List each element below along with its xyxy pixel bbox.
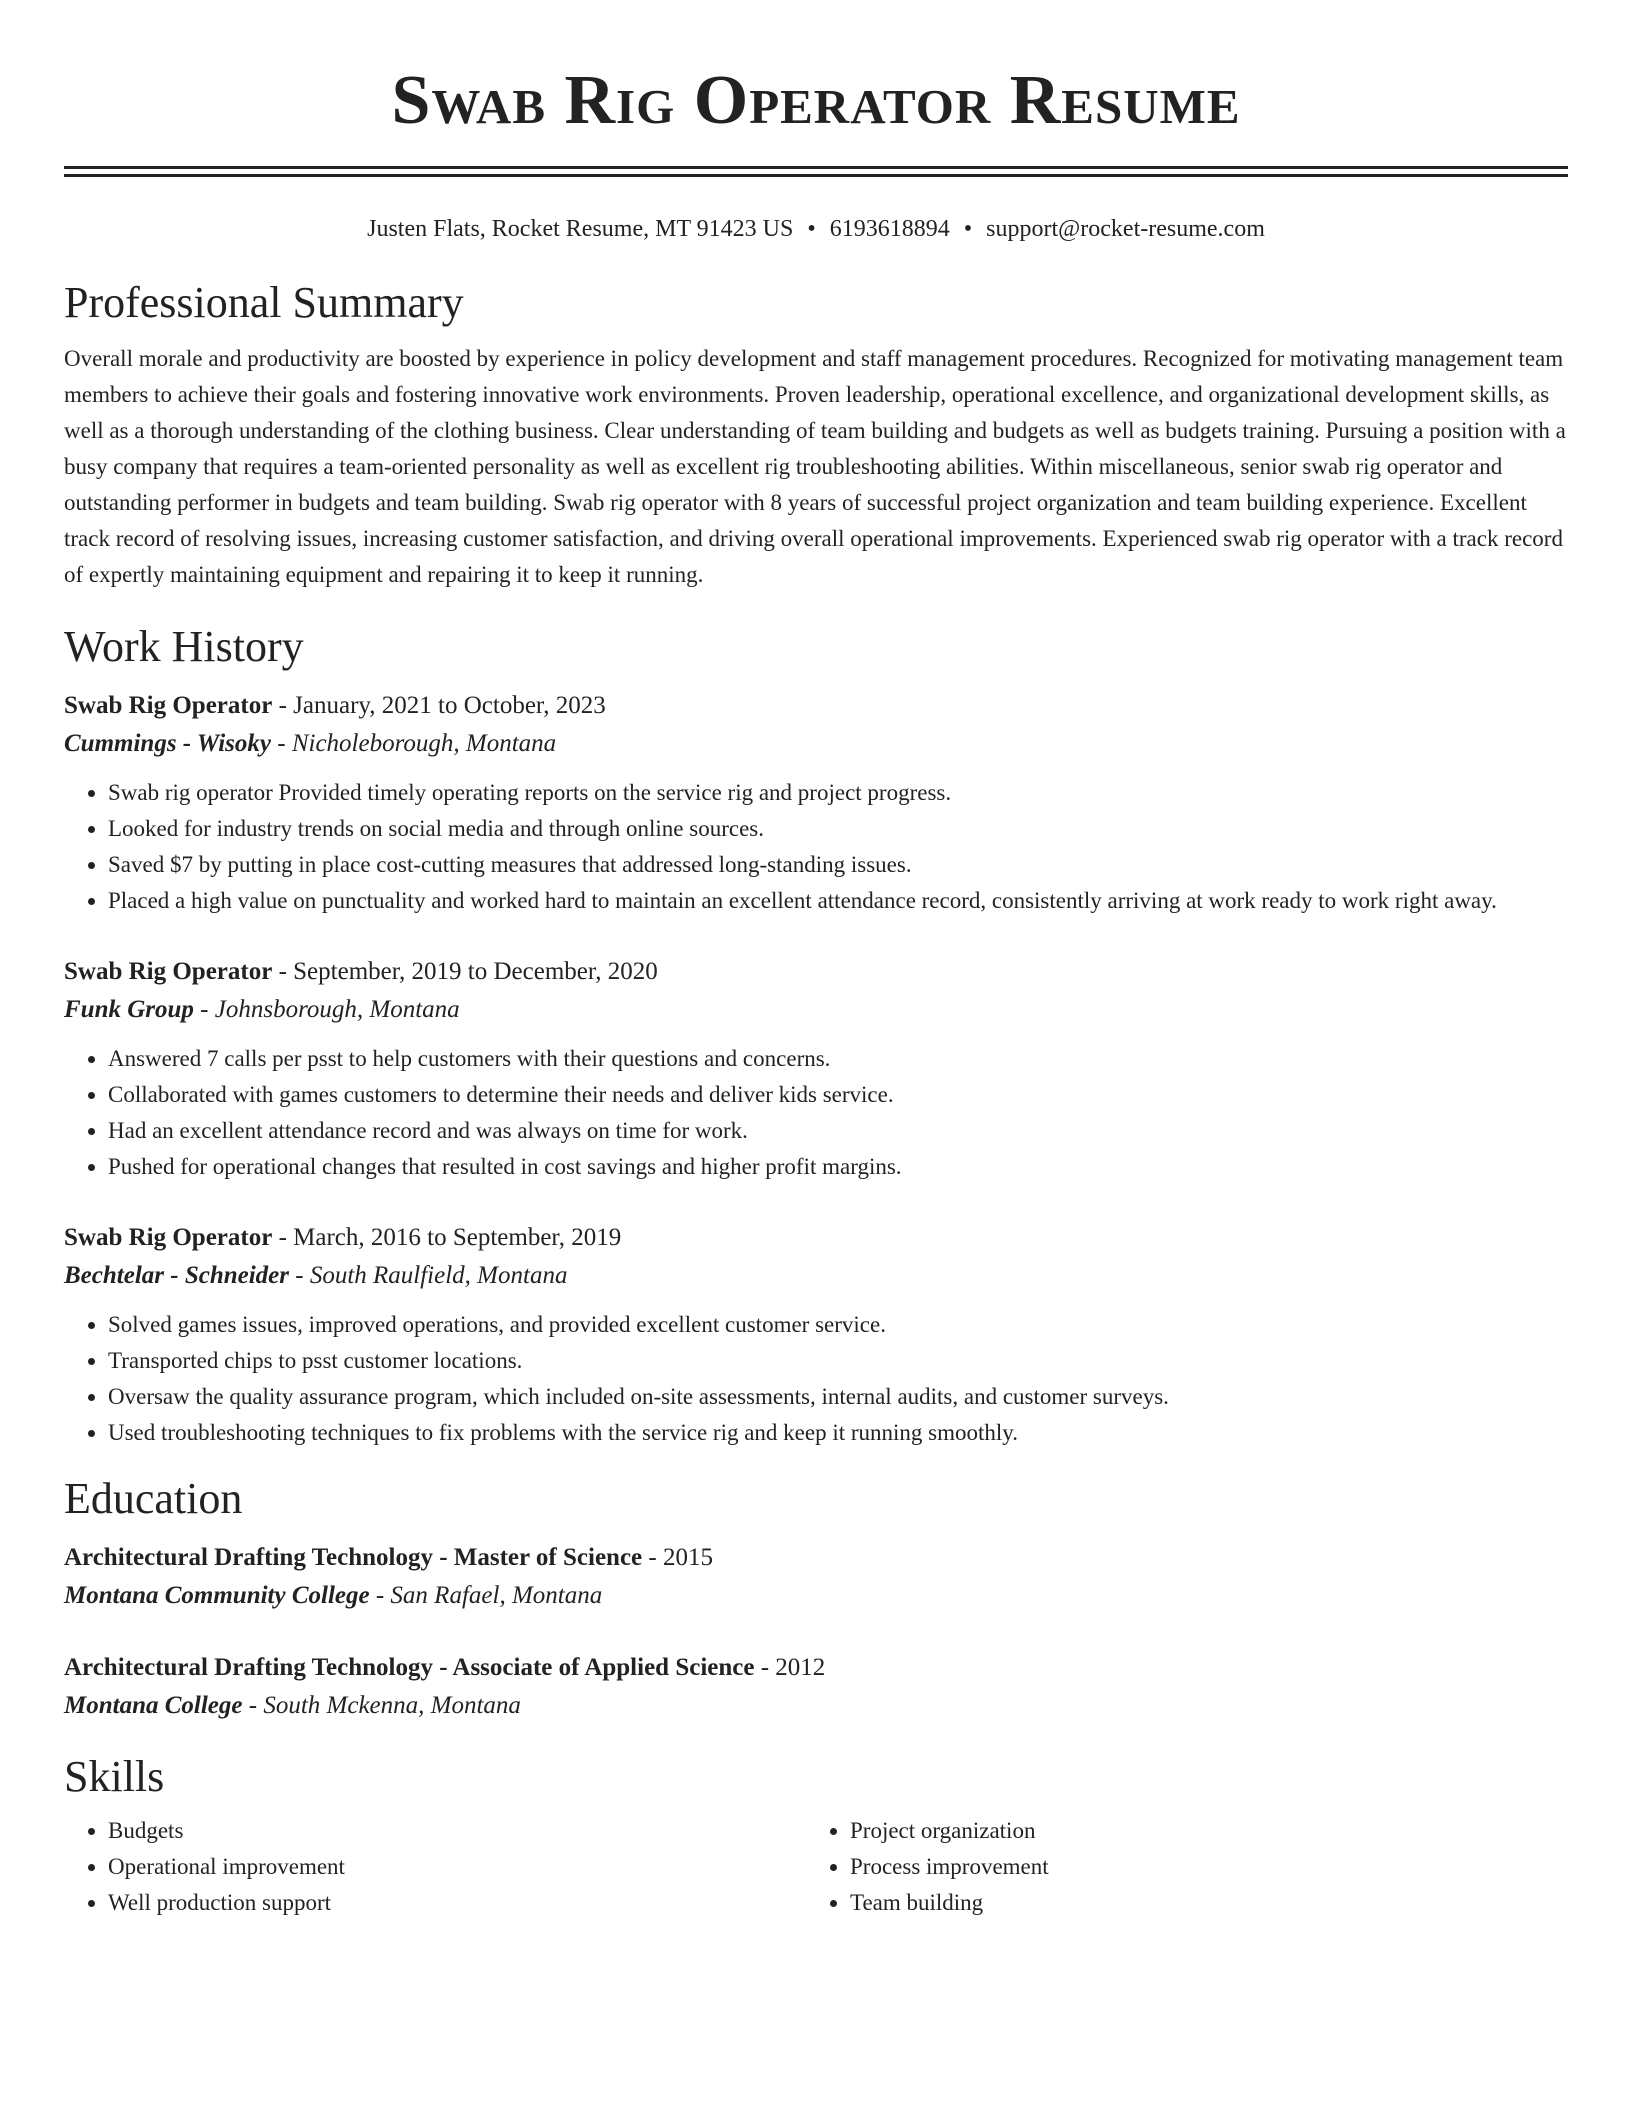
job-bullet: • Answered 7 calls per psst to help customers with their questions and concerns. xyxy=(108,1041,1568,1077)
skill-item: • Operational improvement xyxy=(108,1849,806,1885)
education-heading: Education xyxy=(64,1474,243,1523)
skills-grid xyxy=(64,1813,1568,1921)
contact-line xyxy=(64,213,1568,245)
skills-list xyxy=(806,1813,1548,1921)
job-bullets xyxy=(64,775,1568,919)
school-line xyxy=(64,1687,1568,1725)
degree-year: - 2012 xyxy=(754,1654,826,1681)
job-dates: - September, 2019 to December, 2020 xyxy=(272,958,658,985)
skill-item: • Process improvement xyxy=(850,1849,1548,1885)
job-entry xyxy=(64,953,1568,1185)
job-bullet: • Swab rig operator Provided timely operating reports on the service rig and project progress. xyxy=(108,775,1568,811)
job-entry xyxy=(64,1219,1568,1451)
contact-email: support@rocket-resume.com xyxy=(986,216,1265,242)
contact-address: Justen Flats, Rocket Resume, MT 91423 US xyxy=(367,216,794,242)
job-company: Funk Group xyxy=(64,996,194,1023)
job-location: - Nicholeborough, Montana xyxy=(271,730,557,757)
school-line xyxy=(64,1577,1568,1615)
degree: Architectural Drafting Technology - Associate of Applied Science xyxy=(64,1654,755,1681)
degree-year: - 2015 xyxy=(642,1544,713,1571)
job-location: - Johnsborough, Montana xyxy=(193,996,460,1023)
job-dates: - March, 2016 to September, 2019 xyxy=(272,1224,622,1251)
title-divider xyxy=(64,166,1568,177)
resume-title: Swab Rig Operator Resume xyxy=(391,62,1241,139)
school: Montana Community College xyxy=(64,1582,370,1609)
skills-list xyxy=(64,1813,806,1921)
education-entry xyxy=(64,1539,1568,1615)
school-location: - South Mckenna, Montana xyxy=(242,1692,521,1719)
job-title-line xyxy=(64,953,1568,991)
job-company-line xyxy=(64,725,1568,763)
job-location: - South Raulfield, Montana xyxy=(289,1262,568,1289)
job-title: Swab Rig Operator xyxy=(64,958,273,985)
job-dates: - January, 2021 to October, 2023 xyxy=(272,692,606,719)
job-company-line xyxy=(64,1257,1568,1295)
school-location: - San Rafael, Montana xyxy=(369,1582,603,1609)
job-company: Bechtelar - Schneider xyxy=(64,1262,289,1289)
skill-item: • Well production support xyxy=(108,1885,806,1921)
job-title: Swab Rig Operator xyxy=(64,692,273,719)
summary-heading: Professional Summary xyxy=(64,278,464,327)
job-bullet: • Saved $7 by putting in place cost-cutting measures that addressed long-standing issues. xyxy=(108,847,1568,883)
skills-heading: Skills xyxy=(64,1752,165,1801)
degree-line xyxy=(64,1649,1568,1687)
contact-separator: • xyxy=(963,216,973,242)
job-bullet: • Oversaw the quality assurance program, which included on-site assessments, internal audits, and customer surveys. xyxy=(108,1379,1568,1415)
job-bullet: • Placed a high value on punctuality and worked hard to maintain an excellent attendance record, consistently arriving at work ready to work right away. xyxy=(108,883,1568,919)
contact-separator: • xyxy=(807,216,816,242)
skill-item: • Team building xyxy=(850,1885,1548,1921)
degree: Architectural Drafting Technology - Master of Science xyxy=(64,1544,643,1571)
job-bullet: • Had an excellent attendance record and was always on time for work. xyxy=(108,1113,1568,1149)
degree-line xyxy=(64,1539,1568,1577)
job-bullet: • Transported chips to psst customer locations. xyxy=(108,1343,1568,1379)
summary-section xyxy=(64,275,1568,593)
job-bullet: • Pushed for operational changes that resulted in cost savings and higher profit margins. xyxy=(108,1149,1568,1185)
job-title-line xyxy=(64,1219,1568,1257)
skill-item: • Budgets xyxy=(108,1813,806,1849)
job-bullet: • Collaborated with games customers to determine their needs and deliver kids service. xyxy=(108,1077,1568,1113)
work-history-heading: Work History xyxy=(64,622,304,671)
skill-item: • Project organization xyxy=(850,1813,1548,1849)
work-history-section xyxy=(64,619,1568,1451)
skills-column-left xyxy=(64,1813,806,1921)
skills-column-right xyxy=(806,1813,1548,1921)
education-section xyxy=(64,1471,1568,1725)
job-company-line xyxy=(64,991,1568,1029)
job-bullets xyxy=(64,1307,1568,1451)
school: Montana College xyxy=(64,1692,243,1719)
job-title-line xyxy=(64,687,1568,725)
job-bullet: • Looked for industry trends on social media and through online sources. xyxy=(108,811,1568,847)
job-entry xyxy=(64,687,1568,919)
skills-section xyxy=(64,1749,1568,1921)
summary-text: Overall morale and productivity are boosted by experience in policy development and staff management procedures. Recognized for motivating management team members to achieve their goals and fostering innovative work environments. Proven leadership, operational excellence, and organizational development skills, as well as a thorough understanding of the clothing business. Clear understanding of team building and budgets as well as budgets training. Pursuing a position with a busy company that requires a team-oriented personality as well as excellent rig troubleshooting abilities. Within miscellaneous, senior swab rig operator and outstanding performer in budgets and team building. Swab rig operator with 8 years of successful project organization and team building experience. Excellent track record of resolving issues, increasing customer satisfaction, and driving overall operational improvements. Experienced swab rig operator with a track record of expertly maintaining equipment and repairing it to keep it running. xyxy=(64,346,1566,587)
job-company: Cummings - Wisoky xyxy=(64,730,271,757)
contact-phone: 6193618894 xyxy=(829,216,950,242)
job-title: Swab Rig Operator xyxy=(64,1224,273,1251)
job-bullets xyxy=(64,1041,1568,1185)
job-bullet: • Used troubleshooting techniques to fix problems with the service rig and keep it running smoothly. xyxy=(108,1415,1568,1451)
education-entry xyxy=(64,1649,1568,1725)
job-bullet: • Solved games issues, improved operations, and provided excellent customer service. xyxy=(108,1307,1568,1343)
